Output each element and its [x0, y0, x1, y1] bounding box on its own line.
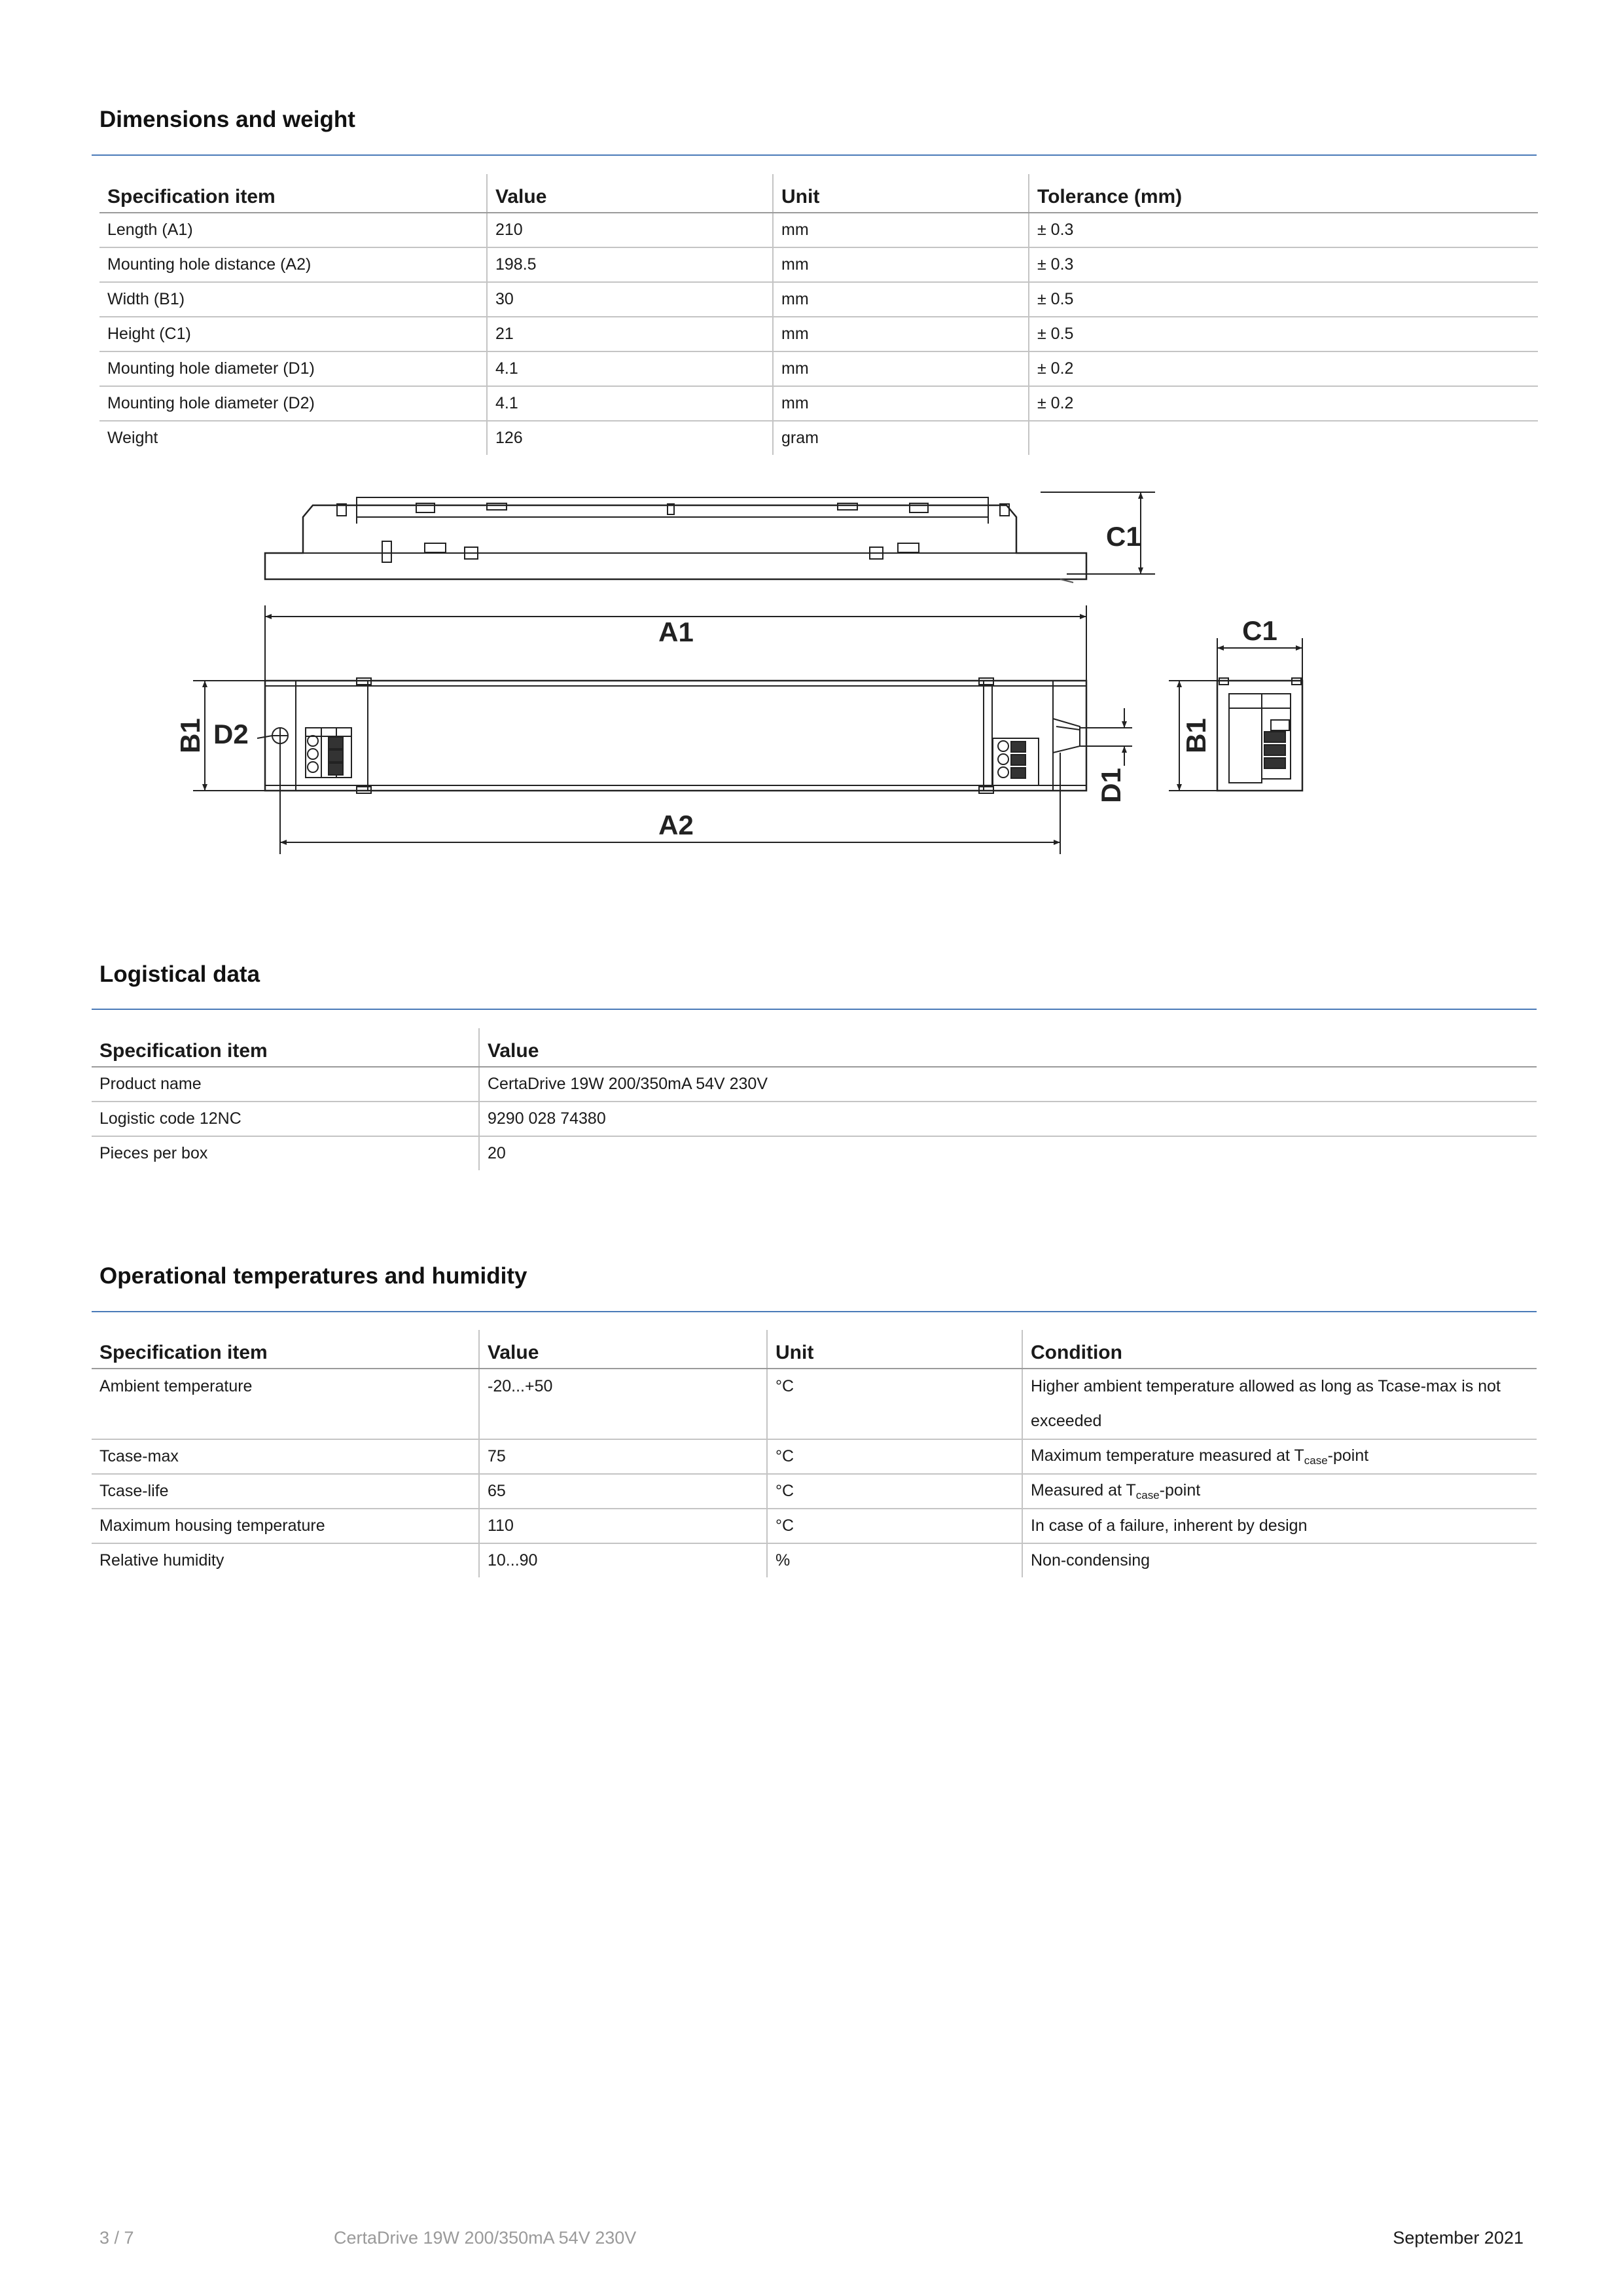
- header-spec-item: Specification item: [99, 174, 487, 213]
- cell-tolerance: ± 0.5: [1029, 282, 1538, 317]
- cell-item: Height (C1): [99, 317, 487, 351]
- b1-label: B1: [175, 718, 205, 753]
- dimension-drawing: [0, 0, 1623, 890]
- c1-side-label: C1: [1106, 521, 1141, 552]
- cell-item: Width (B1): [99, 282, 487, 317]
- condition-subscript: case: [1135, 1488, 1160, 1501]
- cell-unit: mm: [773, 351, 1029, 386]
- cell-value: -20...+50: [479, 1369, 767, 1439]
- logistics-table: [92, 1028, 1537, 1170]
- cell-item: Mounting hole diameter (D2): [99, 386, 487, 421]
- operational-title: Operational temperatures and humidity: [99, 1263, 527, 1289]
- cell-unit: °C: [767, 1439, 1022, 1474]
- c1-end-label: C1: [1242, 615, 1277, 646]
- cell-value: 126: [487, 421, 773, 455]
- condition-text: Measured at T: [1031, 1480, 1136, 1499]
- table-row: [92, 1067, 1537, 1102]
- header-value: Value: [487, 174, 773, 213]
- cell-value: 65: [479, 1474, 767, 1509]
- cell-item: Pieces per box: [99, 1144, 208, 1162]
- cell-value: 20: [479, 1136, 1537, 1170]
- cell-tolerance: ± 0.2: [1029, 386, 1538, 421]
- header-unit: Unit: [767, 1330, 1022, 1369]
- cell-value: 21: [487, 317, 773, 351]
- table-row: [92, 1102, 1537, 1136]
- cell-item: Mounting hole distance (A2): [99, 247, 487, 282]
- cell-tolerance: ± 0.5: [1029, 317, 1538, 351]
- cell-item: Mounting hole diameter (D1): [99, 351, 487, 386]
- footer-date: September 2021: [1393, 2228, 1524, 2248]
- end-view: [1217, 678, 1302, 791]
- cell-item: Relative humidity: [99, 1551, 224, 1570]
- cell-item: Logistic code 12NC: [92, 1102, 479, 1136]
- operational-rule: [92, 1311, 1537, 1312]
- logistics-title: Logistical data: [99, 961, 260, 987]
- cell-item: Product name: [92, 1067, 479, 1102]
- header-spec-item: Specification item: [92, 1330, 479, 1369]
- cell-condition: [1022, 1474, 1537, 1509]
- table-row: [92, 1439, 1537, 1474]
- dimensions-title: Dimensions and weight: [99, 107, 355, 132]
- footer-product-name: CertaDrive 19W 200/350mA 54V 230V: [334, 2228, 637, 2248]
- table-row: [92, 1369, 1537, 1439]
- a1-label: A1: [658, 617, 694, 647]
- header-tolerance: Tolerance (mm): [1029, 174, 1538, 213]
- cell-value: 110: [479, 1509, 767, 1543]
- cell-item: Tcase-max: [92, 1439, 479, 1474]
- side-view: [265, 497, 1086, 583]
- cell-unit: mm: [773, 213, 1029, 247]
- table-row: [92, 1136, 1537, 1170]
- cell-value: 30: [487, 282, 773, 317]
- header-spec-item: Specification item: [92, 1028, 479, 1067]
- cell-item: Tcase-life: [92, 1474, 479, 1509]
- d2-label: D2: [213, 719, 249, 749]
- condition-text: Maximum temperature measured at T: [1031, 1446, 1304, 1465]
- cell-value: 9290 028 74380: [479, 1102, 1537, 1136]
- operational-table: [92, 1330, 1537, 1577]
- b1-end-label: B1: [1181, 718, 1211, 753]
- cell-item: Maximum housing temperature: [92, 1509, 479, 1543]
- logistics-rule: [92, 1009, 1537, 1010]
- header-value: Value: [479, 1028, 1537, 1067]
- cell-value: 4.1: [487, 351, 773, 386]
- cell-unit: °C: [767, 1509, 1022, 1543]
- cell-value: 10...90: [479, 1543, 767, 1577]
- cell-condition: Non-condensing: [1022, 1543, 1537, 1577]
- a2-label: A2: [658, 810, 694, 840]
- cell-value: 198.5: [487, 247, 773, 282]
- cell-unit: gram: [773, 421, 1029, 455]
- d1-label: D1: [1096, 768, 1126, 803]
- cell-condition: [1022, 1439, 1537, 1474]
- footer-page-number: 3 / 7: [99, 2228, 134, 2248]
- cell-condition: Higher ambient temperature allowed as long as Tcase-max is not exceeded: [1022, 1369, 1537, 1439]
- cell-unit: mm: [773, 386, 1029, 421]
- cell-tolerance: ± 0.2: [1029, 351, 1538, 386]
- table-row: [92, 1474, 1537, 1509]
- cell-value: 210: [487, 213, 773, 247]
- condition-suffix: -point: [1327, 1446, 1369, 1465]
- header-unit: Unit: [773, 174, 1029, 213]
- cell-unit: mm: [773, 282, 1029, 317]
- top-view: [265, 678, 1086, 793]
- cell-unit: %: [767, 1543, 1022, 1577]
- cell-unit: °C: [767, 1474, 1022, 1509]
- cell-tolerance: ± 0.3: [1029, 247, 1538, 282]
- table-row: [92, 1543, 1537, 1577]
- header-condition: Condition: [1022, 1330, 1537, 1369]
- table-header-row: [92, 1330, 1537, 1369]
- cell-condition: In case of a failure, inherent by design: [1022, 1509, 1537, 1543]
- cell-value: CertaDrive 19W 200/350mA 54V 230V: [479, 1067, 1537, 1102]
- condition-suffix: -point: [1159, 1480, 1201, 1499]
- table-header-row: [92, 1028, 1537, 1067]
- cell-item: Ambient temperature: [92, 1369, 479, 1439]
- cell-item: Weight: [107, 429, 158, 447]
- cell-tolerance: ± 0.3: [1029, 213, 1538, 247]
- cell-value: 75: [479, 1439, 767, 1474]
- header-value: Value: [479, 1330, 767, 1369]
- cell-item: Length (A1): [99, 213, 487, 247]
- cell-value: 4.1: [487, 386, 773, 421]
- cell-unit: °C: [767, 1369, 1022, 1439]
- cell-unit: mm: [773, 317, 1029, 351]
- table-row: [92, 1509, 1537, 1543]
- cell-unit: mm: [773, 247, 1029, 282]
- condition-subscript: case: [1304, 1454, 1328, 1467]
